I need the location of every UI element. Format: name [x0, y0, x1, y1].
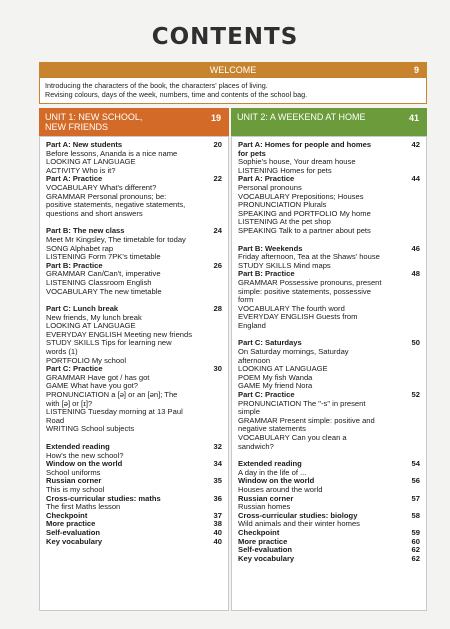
toc-text: Checkpoint	[238, 527, 280, 537]
toc-text: Part A: Practice	[46, 174, 103, 184]
toc-text: This is my school	[46, 484, 105, 494]
toc-text: ACTIVITY Who is it?	[46, 165, 116, 175]
unit-1-page: 19	[210, 113, 221, 123]
toc-page-number: 62	[411, 553, 420, 563]
toc-text: GRAMMAR Present simple: positive and	[238, 415, 375, 425]
toc-text: LISTENING Classroom English	[46, 277, 152, 287]
toc-heading	[46, 538, 222, 547]
toc-page-number: 54	[411, 459, 420, 469]
toc-text: Part C: Lunch break	[46, 304, 119, 314]
toc-text: LOOKING AT LANGUAGE	[46, 157, 136, 167]
toc-entry	[238, 400, 420, 409]
toc-page-number: 59	[411, 527, 420, 537]
toc-text: Self-evaluation	[46, 527, 101, 537]
toc-text: Personal pronouns	[238, 182, 302, 192]
toc-page-number: 37	[213, 510, 222, 520]
toc-text: VOCABULARY Can you clean a	[238, 433, 347, 442]
toc-text: STUDY SKILLS Tips for learning new	[46, 338, 172, 348]
toc-text: VOCABULARY Prepositions; Houses	[238, 191, 364, 201]
toc-entry	[46, 408, 222, 417]
toc-text: VOCABULARY What's different?	[46, 182, 157, 192]
toc-text: Part B: Practice	[46, 260, 103, 270]
toc-text: PORTFOLIO My school	[46, 355, 127, 365]
welcome-label: WELCOME	[209, 65, 257, 75]
toc-text: GRAMMAR Possessive pronouns, present	[238, 277, 382, 287]
toc-text: Checkpoint	[46, 510, 88, 520]
toc-text: LISTENING Form 7PK's timetable	[46, 252, 161, 262]
toc-entry	[46, 210, 222, 219]
toc-text: negative statements	[238, 424, 306, 434]
toc-text: simple	[238, 407, 260, 417]
unit-1-header	[39, 108, 229, 136]
toc-text: SPEAKING and PORTFOLIO My home	[238, 208, 371, 218]
toc-entry	[46, 288, 222, 297]
welcome-text-line: Introducing the characters of the book, the characters' places of living.	[45, 81, 268, 90]
toc-text: Part A: New students	[46, 140, 123, 149]
toc-text: STUDY SKILLS Mind maps	[238, 260, 331, 270]
toc-entry	[238, 443, 420, 452]
toc-text: LISTENING Tuesday morning at 13 Paul	[46, 407, 183, 417]
toc-page-number: 42	[411, 140, 420, 149]
toc-text: Part C: Practice	[46, 364, 103, 374]
toc-text: Russian corner	[238, 493, 294, 503]
toc-text: Road	[46, 415, 65, 425]
toc-text: LOOKING AT LANGUAGE	[46, 321, 136, 331]
toc-text: Extended reading	[46, 442, 110, 451]
toc-text: England	[238, 320, 266, 330]
toc-text: More practice	[238, 536, 288, 546]
toc-page-number: 46	[411, 243, 420, 253]
toc-page-number: 44	[411, 174, 420, 184]
toc-page-number: 62	[411, 545, 420, 555]
unit-2-contents	[231, 136, 427, 611]
toc-page-number: 52	[411, 390, 420, 400]
toc-text: VOCABULARY The fourth word	[238, 303, 345, 313]
toc-heading	[238, 555, 420, 564]
toc-text: Before lessons, Ananda is a nice name	[46, 148, 178, 158]
toc-text: Part C: Saturdays	[238, 338, 302, 348]
toc-text: GAME What have you got?	[46, 381, 139, 391]
toc-text: Window on the world	[238, 476, 315, 486]
toc-page-number: 35	[213, 476, 222, 486]
toc-text: On Saturday mornings, Saturday	[238, 347, 349, 357]
toc-text: Houses around the world	[238, 484, 323, 494]
welcome-text-line: Revising colours, days of the week, numbers, time and contents of the school bag.	[45, 90, 308, 99]
unit-1-title: NEW FRIENDS	[45, 122, 108, 132]
toc-text: Friday afternoon, Tea at the Shaws' house	[238, 252, 380, 262]
toc-page-number: 24	[213, 226, 222, 236]
toc-text: LISTENING At the pet shop	[238, 217, 331, 227]
toc-text: form	[238, 295, 254, 305]
toc-text: Part C: Practice	[238, 390, 295, 400]
toc-page-number: 34	[213, 459, 222, 469]
toc-text: SPEAKING Talk to a partner about pets	[238, 225, 371, 235]
toc-page-number: 50	[411, 338, 420, 348]
toc-text: School uniforms	[46, 467, 101, 477]
toc-text: More practice	[46, 519, 96, 529]
toc-text: WRITING School subjects	[46, 424, 135, 434]
toc-page-number: 60	[411, 536, 420, 546]
toc-text: simple: positive statements, possessive	[238, 286, 371, 296]
toc-text: Russian corner	[46, 476, 102, 486]
toc-text: EVERYDAY ENGLISH Meeting new friends	[46, 329, 193, 339]
toc-text: VOCABULARY The new timetable	[46, 286, 162, 296]
toc-text: Part A: Homes for people and homes	[238, 140, 372, 149]
toc-text: Key vocabulary	[238, 553, 295, 563]
toc-page-number: 22	[213, 174, 222, 184]
toc-text: LOOKING AT LANGUAGE	[238, 364, 328, 374]
page-title: CONTENTS	[151, 24, 299, 50]
unit-2-header	[231, 108, 427, 136]
toc-text: Part B: Practice	[238, 269, 295, 279]
toc-text: questions and short answers	[46, 208, 143, 218]
welcome-description	[39, 78, 427, 104]
toc-text: with [ə] or [ɪ]?	[46, 398, 93, 408]
toc-page-number: 57	[411, 493, 420, 503]
toc-page-number: 26	[213, 260, 222, 270]
toc-page-number: 38	[213, 519, 222, 529]
toc-page-number: 30	[213, 364, 222, 374]
unit-2-title: UNIT 2: A WEEKEND AT HOME	[237, 112, 366, 122]
toc-entry	[238, 322, 420, 331]
toc-text: Part B: Weekends	[238, 243, 303, 253]
toc-text: Cross-curricular studies: maths	[46, 493, 161, 503]
welcome-page: 9	[413, 65, 419, 75]
toc-entry	[46, 425, 222, 434]
unit-1-title: UNIT 1: NEW SCHOOL,	[45, 112, 143, 122]
toc-page-number: 58	[411, 510, 420, 520]
toc-text: PRONUNCIATION The "-s" in present	[238, 398, 366, 408]
toc-text: POEM My fish Wanda	[238, 372, 313, 382]
toc-text: GRAMMAR Can/Can't, imperative	[46, 269, 161, 279]
toc-text: LISTENING Homes for pets	[238, 165, 332, 175]
toc-text: words (1)	[46, 347, 78, 357]
toc-text: EVERYDAY ENGLISH Guests from	[238, 312, 358, 322]
toc-page-number: 48	[411, 269, 420, 279]
toc-text: Wild animals and their winter homes	[238, 519, 360, 529]
toc-text: Meet Mr Kingsley, The timetable for today	[46, 234, 186, 244]
toc-text: GRAMMAR Have got / has got	[46, 372, 150, 382]
toc-text: PRONUNCIATION a [ə] or an [ən]; The	[46, 390, 178, 400]
toc-text: Sophie's house, Your dream house	[238, 157, 356, 167]
toc-text: sandwich?	[238, 441, 274, 451]
toc-page-number: 40	[213, 527, 222, 537]
toc-text: Russian homes	[238, 502, 291, 512]
toc-text: afternoon	[238, 355, 271, 365]
toc-text: How's the new school?	[46, 450, 124, 460]
toc-page-number: 40	[213, 536, 222, 546]
toc-text: Extended reading	[238, 459, 302, 469]
toc-text: for pets	[238, 148, 266, 158]
toc-text: A day in the life of ...	[238, 467, 307, 477]
toc-text: Part B: The new class	[46, 226, 125, 236]
toc-text: Window on the world	[46, 459, 123, 469]
toc-page-number: 28	[213, 304, 222, 314]
toc-text: Self-evaluation	[238, 545, 293, 555]
toc-text: New friends, My lunch break	[46, 312, 142, 322]
toc-text: GAME My friend Nora	[238, 381, 313, 391]
toc-entry	[238, 227, 420, 236]
toc-text: SONG Alphabet rap	[46, 243, 114, 253]
toc-page-number: 36	[213, 493, 222, 503]
toc-text: Part A: Practice	[238, 174, 295, 184]
toc-page-number: 32	[213, 442, 222, 451]
toc-text: Key vocabulary	[46, 536, 103, 546]
toc-text: positive statements, negative statements,	[46, 200, 186, 210]
toc-text: GRAMMAR Personal pronouns; be:	[46, 191, 167, 201]
toc-text: The first Maths lesson	[46, 502, 121, 512]
toc-text: PRONUNCIATION Plurals	[238, 200, 327, 210]
unit-2-page: 41	[408, 113, 419, 123]
toc-page-number: 20	[213, 140, 222, 149]
toc-page-number: 56	[411, 476, 420, 486]
toc-entry	[238, 288, 420, 297]
toc-text: Cross-curricular studies: biology	[238, 510, 358, 520]
welcome-header	[39, 62, 427, 78]
unit-1-contents	[39, 136, 229, 611]
